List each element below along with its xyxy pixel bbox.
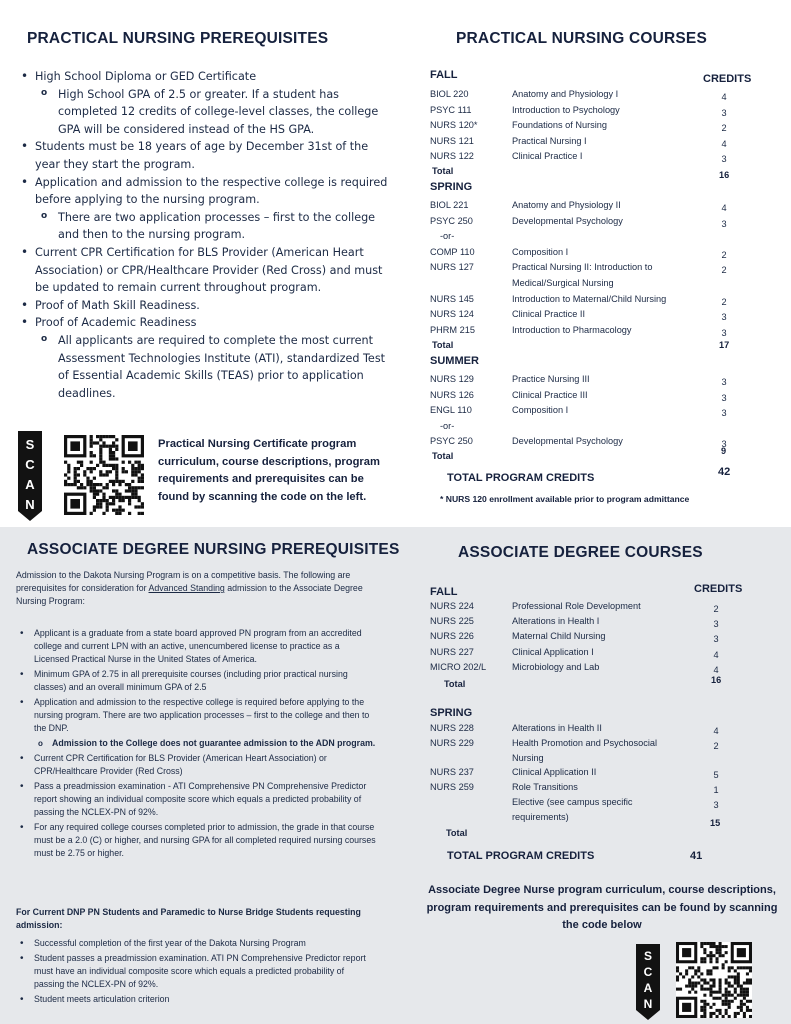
- course-title: Elective (see campus specific: [512, 797, 633, 807]
- course-row: [430, 601, 750, 615]
- adn-scan-tag: [636, 944, 660, 1010]
- adn-spring-label: SPRING: [430, 707, 473, 719]
- course-code: NURS 224: [430, 601, 474, 611]
- course-credits: 2: [721, 249, 727, 260]
- adn-courses-title: ASSOCIATE DEGREE COURSES: [458, 544, 703, 561]
- course-row: [430, 262, 750, 276]
- adn-bridge-block: [16, 937, 376, 1008]
- course-code: NURS 237: [430, 767, 474, 778]
- course-code: MICRO 202/L: [430, 661, 487, 672]
- course-row: [430, 782, 750, 796]
- scan-letter: C: [25, 457, 35, 472]
- course-row: [430, 797, 750, 811]
- adn-bridge-item: • Student passes a preadmission examination. ATI PN Comprehensive Predictor report must have an individual composite score which equals a predicted probability of passing the NCLEX-PN of 92%.: [16, 952, 376, 991]
- adn-prereq-block: [16, 627, 376, 862]
- course-credits: 2: [721, 265, 727, 276]
- adn-fall-label: FALL: [430, 586, 458, 598]
- course-code: NURS 121: [430, 135, 474, 146]
- adn-prereq-item: • Current CPR Certification for BLS Provider (American Heart Association) or CPR/Healthcare Provider (Red Cross): [16, 752, 376, 778]
- course-credits: 3: [721, 439, 727, 449]
- course-row: [430, 374, 750, 388]
- course-code: NURS 120*: [430, 120, 478, 130]
- scan-letter: A: [643, 981, 653, 995]
- course-code: NURS 227: [430, 646, 474, 657]
- pn-prereq-subitem: o All applicants are required to complete the most current Assessment Technologies Institute (ATI), standardized Test of Essential Academic Skills (TEAS) prior to application deadlines.: [18, 332, 388, 402]
- course-credits: 3: [721, 218, 727, 229]
- course-title: Health Promotion and Psychosocial: [512, 737, 658, 748]
- course-row: [430, 231, 750, 245]
- course-row: [430, 436, 750, 450]
- adn-prereq-item: • Pass a preadmission examination - ATI Comprehensive PN Comprehensive Predictor report showing an individual composite score which equals a predicted probability of passing the NCLEX-PN of 92%.: [16, 780, 376, 819]
- pn-spring-total-label: Total: [432, 340, 454, 350]
- course-credits: 5: [713, 770, 719, 781]
- course-code: PHRM 215: [430, 324, 475, 335]
- adn-program-total: 41: [690, 850, 703, 862]
- course-row: [430, 120, 750, 134]
- pn-prereq-item: • High School Diploma or GED Certificate: [18, 68, 388, 86]
- course-title: Clinical Practice III: [512, 389, 588, 400]
- adn-intro: [16, 569, 376, 608]
- course-row: [430, 767, 750, 781]
- pn-fall-label: FALL: [430, 69, 458, 81]
- course-row: [430, 216, 750, 230]
- course-credits: 2: [721, 296, 727, 307]
- course-code: BIOL 220: [430, 89, 469, 99]
- course-title: Practical Nursing I: [512, 135, 587, 146]
- adn-credits-header: CREDITS: [694, 583, 743, 595]
- pn-prereq-subitem: o High School GPA of 2.5 or greater. If a student has completed 12 credits of college-level classes, the college GPA will be considered instead of the HS GPA.: [18, 86, 388, 139]
- course-code: PSYC 111: [430, 104, 472, 115]
- course-code: NURS 226: [430, 631, 474, 642]
- course-code: NURS 145: [430, 293, 474, 304]
- course-row: [430, 278, 750, 292]
- course-code: NURS 127: [430, 262, 474, 273]
- adn-prereq-list: [16, 627, 376, 860]
- pn-prereq-item: • Proof of Academic Readiness: [18, 314, 388, 332]
- course-credits: 3: [713, 800, 719, 810]
- course-title: Clinical Practice II: [512, 309, 586, 320]
- scan-letter: S: [25, 437, 35, 452]
- course-row: [430, 647, 750, 661]
- adn-scan-text: Associate Degree Nurse program curriculum, course descriptions, program requirements and prerequisites can be found by scanning the code below: [426, 884, 778, 931]
- course-row: [430, 294, 750, 308]
- course-row: [430, 405, 750, 419]
- course-row: [430, 390, 750, 404]
- course-row: [430, 105, 750, 119]
- course-code: NURS 126: [430, 389, 474, 400]
- pn-courses-title: PRACTICAL NURSING COURSES: [456, 30, 708, 47]
- course-title: Introduction to Pharmacology: [512, 324, 632, 335]
- scan-letter: N: [25, 497, 35, 512]
- adn-program-total-label: TOTAL PROGRAM CREDITS: [447, 850, 595, 862]
- course-row: [430, 616, 750, 630]
- pn-spring-total: 17: [719, 340, 730, 350]
- pn-prereq-subitem: o There are two application processes – first to the college and then to the nursing program.: [18, 209, 388, 244]
- course-credits: 3: [721, 377, 727, 387]
- course-credits: 4: [721, 92, 727, 102]
- course-title: Introduction to Maternal/Child Nursing: [512, 293, 667, 304]
- course-title: Foundations of Nursing: [512, 120, 607, 130]
- adn-bridge-heading: For Current DNP PN Students and Paramedic to Nurse Bridge Students requesting admission:: [16, 907, 361, 930]
- course-code: NURS 228: [430, 723, 474, 733]
- course-code: NURS 129: [430, 374, 474, 384]
- course-title: Medical/Surgical Nursing: [512, 278, 614, 288]
- course-code: BIOL 221: [430, 200, 469, 210]
- pn-credits-header: CREDITS: [703, 73, 752, 85]
- course-credits: 2: [713, 740, 719, 751]
- course-title: Anatomy and Physiology I: [512, 89, 619, 99]
- course-title: Introduction to Psychology: [512, 104, 620, 115]
- course-row: [430, 136, 750, 150]
- adn-spring-total: 15: [710, 818, 721, 828]
- course-title: Alterations in Health II: [512, 723, 602, 733]
- advanced-standing-link[interactable]: Advanced Standing: [148, 583, 225, 593]
- adn-prereq-item: • For any required college courses completed prior to admission, the grade in that course must be a 2.0 (C) or higher, and nursing GPA for all completed required nursing courses must be 2.75 or higher.: [16, 821, 376, 860]
- course-credits: 3: [721, 107, 727, 118]
- course-credits: 3: [721, 392, 727, 403]
- pn-footnote: * NURS 120 enrollment available prior to program admittance: [440, 494, 690, 504]
- pn-prereq-list: [18, 68, 388, 402]
- pn-spring-label: SPRING: [430, 181, 473, 193]
- course-title: Composition I: [512, 405, 569, 415]
- course-credits: 3: [721, 327, 727, 338]
- course-title: Nursing: [512, 752, 544, 763]
- course-title: Role Transitions: [512, 782, 578, 793]
- course-code: PSYC 250: [430, 436, 473, 446]
- course-row: [430, 812, 750, 826]
- pn-prereq-item: • Students must be 18 years of age by December 31st of the year they start the program.: [18, 138, 388, 173]
- adn-qr-code[interactable]: [676, 942, 752, 1018]
- course-title: Practical Nursing II: Introduction to: [512, 262, 653, 273]
- adn-bridge-item: • Student meets articulation criterion: [16, 993, 376, 1006]
- adn-intro-text-end: admission to the Associate Degree Nursing Program:: [16, 583, 363, 606]
- pn-summer-total-label: Total: [432, 451, 454, 461]
- pn-program-total: 42: [718, 466, 731, 478]
- course-row: [430, 200, 750, 214]
- course-title: Clinical Practice I: [512, 151, 583, 161]
- course-code: NURS 259: [430, 782, 474, 793]
- course-row: [430, 662, 750, 676]
- course-row: [430, 631, 750, 645]
- course-title: requirements): [512, 811, 569, 822]
- course-title: Clinical Application II: [512, 767, 597, 778]
- course-code: ENGL 110: [430, 405, 472, 415]
- adn-prereq-item: • Application and admission to the respective college is required before applying to the nursing program. There are two application processes – first to the college and then to the DNP.: [16, 696, 376, 735]
- course-credits: 3: [721, 154, 727, 164]
- course-code: NURS 229: [430, 737, 474, 748]
- course-title: Clinical Application I: [512, 646, 594, 657]
- adn-spring-total-label: Total: [446, 828, 468, 838]
- pn-summer-label: SUMMER: [430, 355, 479, 367]
- pn-prereq-item: • Proof of Math Skill Readiness.: [18, 297, 388, 315]
- course-title: Developmental Psychology: [512, 436, 623, 446]
- course-credits: 2: [713, 604, 719, 614]
- course-title: Practice Nursing III: [512, 374, 590, 384]
- adn-prereq-item: • Minimum GPA of 2.75 in all prerequisite courses (including prior practical nursing classes) and an overall minimum GPA of 2.5: [16, 668, 376, 694]
- course-credits: 1: [713, 785, 719, 796]
- pn-prereq-item: • Application and admission to the respective college is required before applying to the nursing program.: [18, 174, 388, 209]
- course-row: [430, 247, 750, 261]
- course-row: [430, 151, 750, 165]
- scan-letter: S: [643, 949, 652, 963]
- course-credits: 4: [713, 726, 719, 736]
- pn-program-total-label: TOTAL PROGRAM CREDITS: [447, 472, 595, 484]
- course-title: Professional Role Development: [512, 601, 641, 611]
- course-credits: 2: [721, 123, 727, 133]
- course-title: Developmental Psychology: [512, 215, 623, 226]
- pn-scan-text: Practical Nursing Certificate program curriculum, course descriptions, program requirements and prerequisites can be found by scanning the code on the left.: [158, 438, 380, 503]
- course-credits: 3: [721, 408, 727, 418]
- course-code: NURS 225: [430, 616, 474, 627]
- pn-prereq-item: • Current CPR Certification for BLS Provider (American Heart Association) or CPR/Healthcare Provider (Red Cross) and must be updated to remain current throughout program.: [18, 244, 388, 297]
- course-title: Anatomy and Physiology II: [512, 200, 621, 210]
- course-code: -or-: [440, 231, 455, 242]
- course-code: NURS 124: [430, 309, 474, 320]
- course-title: Alterations in Health I: [512, 616, 600, 627]
- adn-prereq-subitem: o Admission to the College does not guarantee admission to the ADN program.: [16, 737, 376, 750]
- adn-prereq-item: • Applicant is a graduate from a state board approved PN program from an accredited college and current LPN with an active, unencumbered license to practice as a Licensed Practical Nurse in the United States of America.: [16, 627, 376, 666]
- course-code: PSYC 250: [430, 215, 473, 226]
- course-row: [430, 421, 750, 435]
- course-credits: 4: [721, 138, 727, 149]
- adn-bridge-item: • Successful completion of the first year of the Dakota Nursing Program: [16, 937, 376, 950]
- adn-prereq-title: ASSOCIATE DEGREE NURSING PREREQUISITES: [27, 541, 400, 558]
- course-row: [430, 309, 750, 323]
- pn-prereq-title: PRACTICAL NURSING PREREQUISITES: [27, 30, 329, 47]
- course-row: [430, 325, 750, 339]
- course-row: [430, 723, 750, 737]
- pn-fall-total-label: Total: [432, 166, 454, 176]
- adn-bridge-list: [16, 937, 376, 1006]
- course-credits: 4: [721, 203, 727, 213]
- course-credits: 4: [713, 664, 719, 675]
- course-title: Microbiology and Lab: [512, 661, 600, 672]
- scan-letter: C: [643, 965, 653, 979]
- course-code: NURS 122: [430, 151, 474, 161]
- scan-letter: A: [25, 477, 35, 492]
- course-code: COMP 110: [430, 246, 475, 257]
- pn-scan-tag: [18, 431, 42, 511]
- course-title: Composition I: [512, 246, 569, 257]
- course-row: [430, 89, 750, 103]
- adn-intro-text: Admission to the Dakota Nursing Program is on a competitive basis. The following are prerequisites for consideration for: [16, 570, 351, 593]
- course-row: [430, 753, 750, 767]
- course-credits: 3: [721, 312, 727, 323]
- adn-fall-total-label: Total: [444, 679, 466, 689]
- course-credits: 3: [713, 634, 719, 645]
- scan-letter: N: [643, 997, 653, 1011]
- pn-qr-code[interactable]: [64, 435, 144, 515]
- course-row: [430, 738, 750, 752]
- course-title: Maternal Child Nursing: [512, 631, 606, 642]
- course-credits: 3: [713, 619, 719, 630]
- course-credits: 4: [713, 649, 719, 660]
- pn-summer-total: 9: [721, 446, 727, 456]
- pn-fall-total: 16: [719, 170, 730, 180]
- adn-fall-total: 16: [711, 675, 722, 685]
- course-code: -or-: [440, 420, 455, 431]
